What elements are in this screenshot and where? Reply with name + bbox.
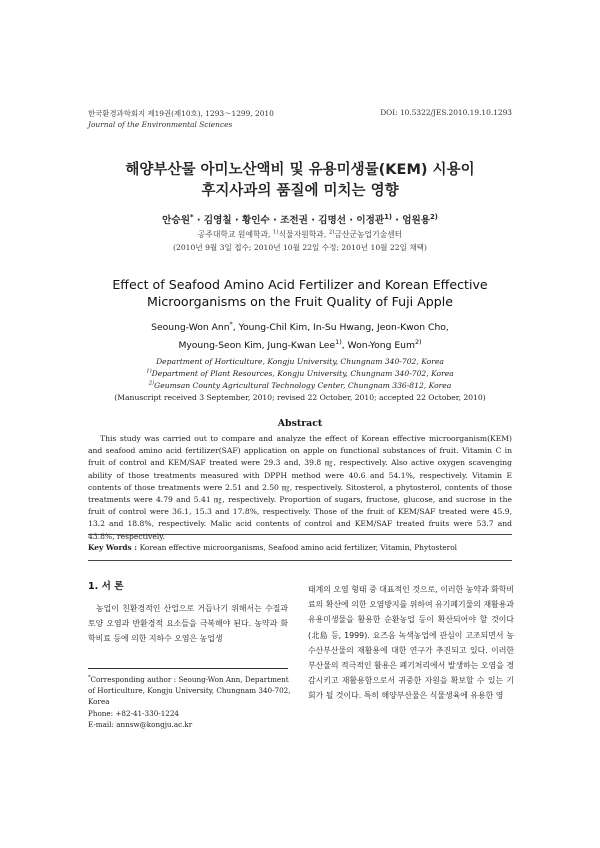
affiliation-english-main: Department of Horticulture, Kongju University, Chungnam 340-702, Korea [156,357,444,366]
author-kr: 김명선 [318,215,347,226]
authors-english [0,319,600,355]
title-korean [0,160,600,202]
title-korean-line1: 해양부산물 아미노산액비 및 유용미생물(KEM) 시용이 [125,162,475,178]
abstract-body: This study was carried out to compare and analyze the effect of Korean effective microorganism(KEM) and seafood amino acid fertilizer(SAF) application on apple on functional substances of fruit. Vitamin C in fruit of control and KEM/SAF treated were 29.3 and, 39.8 ㎎, respectively. Also active oxygen scavenging ability of those treatments measured with DPPH method were 40.6 and 54.1%, respectively. Vitamin E contents of those treatments were 2.51 and 2.50 ㎎, respectively. Sitosterol, a phytosterol, contents of those treatments were 4.79 and 5.41 ㎎, respectively. Proportion of sugars, fructose, glucose, and sucrose in the fruit of control were 36.1, 15.3 and 17.8%, respectively. Those of the fruit of KEM/SAF treated were 45.9, 13.2 and 18.8%, respectively. Malic acid contents of control and KEM/SAF treated fruits were 53.7 and 43.8%, respectively. [88,434,512,541]
journal-name-en: Journal of the Environmental Sciences [88,120,233,129]
affiliation-korean: 공주대학교 원예학과, $^{1)}$식물자원학과, $^{2)}$금산군농업기술센터 [197,229,403,239]
keywords-text: Korean effective microorganisms, Seafood amino acid fertilizer, Vitamin, Phytosterol [139,543,458,552]
footnote-email: E-mail: annsw@kongju.ac.kr [88,719,193,729]
doi: DOI: 10.5322/JES.2010.19.10.1293 [380,108,512,117]
affiliation-english-1: $^{1)}$Department of Plant Resources, Kongju University, Chungnam 340-702, Korea [146,368,454,378]
keywords-label: Key Words : [88,543,140,552]
abstract-heading: Abstract [277,418,323,429]
author-kr: 조전권 [280,215,308,226]
journal-name-kr: 한국환경과학회지 제19권(제10호), 1293～1299, 2010 [88,109,274,118]
author-kr: 황인수 [241,215,270,226]
manuscript-dates: (Manuscript received 3 September, 2010; revised 22 October, 2010; accepted 22 October, 2010) [114,393,486,402]
journal-header [88,108,274,130]
author-kr: 이정관 [356,215,385,226]
author-kr: 안승원 [162,215,190,226]
footnote-phone: Phone: +82-41-330-1224 [88,708,179,718]
intro-paragraph-right: 태계의 오염 형태 중 대표적인 것으로, 이러한 농약과 화학비료의 확산에 의한 오염방지를 위하여 유기폐기물의 재활용과 유용미생물을 활용한 순환농업 등이 확산되어야 할 것이다(北島 등, 1999). 요즈음 녹색농업에 관심이 고조되면서 농수산부산물의 재활용에 대한 연구가 추진되고 있다. 이러한 부산물의 적극적인 활용은 폐기처리에서 발생하는 오염을 경감시키고 재활용함으로서 귀중한 자원을 확보할 수 있는 기회가 될 것이다. 특히 해양부산물은 식물생육에 유용한 영 [308,585,514,701]
title-english-line1: Effect of Seafood Amino Acid Fertilizer and Korean Effective [112,277,488,292]
title-english [0,276,600,310]
authors-korean: 안승원* · 김영칠 · 황인수 · 조전권 · 김명선 · 이정관$^{1)}$ · 엄원용$^{2)}$ [162,212,438,226]
right-column [308,582,514,704]
corresponding-author-footnote: *Corresponding author : Seoung-Won Ann, Department of Horticulture, Kongju University, Chungnam 340-702, Korea Phone: +82-41-330-1224 E-mail: annsw@kongju.ac.kr [88,674,296,730]
authors-english-line2: Myoung-Seon Kim, Jung-Kwan Lee$^{1)}$, Won-Yong Eum$^{2)}$ [178,337,422,351]
affiliation-english [0,356,600,404]
keywords-bottom-rule [88,560,512,561]
left-column [88,578,288,647]
affiliation-english-2: $^{2)}$Geumsan County Agricultural Technology Center, Chungnam 336-812, Korea [148,380,452,390]
title-korean-line2: 후지사과의 품질에 미치는 영향 [201,183,399,199]
keywords-top-rule [88,534,512,535]
authors-english-line1: Seoung-Won Ann*, Young-Chil Kim, In-Su Hwang, Jeon-Kwon Cho, [151,319,449,333]
title-english-line2: Microorganisms on the Fruit Quality of Fuji Apple [147,294,453,309]
section-heading-introduction: 1. 서 론 [88,581,124,592]
author-kr: 엄원용 [402,215,431,226]
dates-korean: (2010년 9월 3일 접수; 2010년 10월 22일 수정; 2010년 10월 22일 채택) [173,243,427,252]
intro-paragraph-left: 농업이 친환경적인 산업으로 거듭나기 위해서는 수질과 토양 오염과 반환경적 요소들을 극복해야 된다. 농약과 화학비료 등에 의한 지하수 오염은 농업생 [88,604,288,644]
footnote-rule [88,668,288,669]
keywords [88,543,457,552]
author-kr: 김영칠 [203,215,232,226]
